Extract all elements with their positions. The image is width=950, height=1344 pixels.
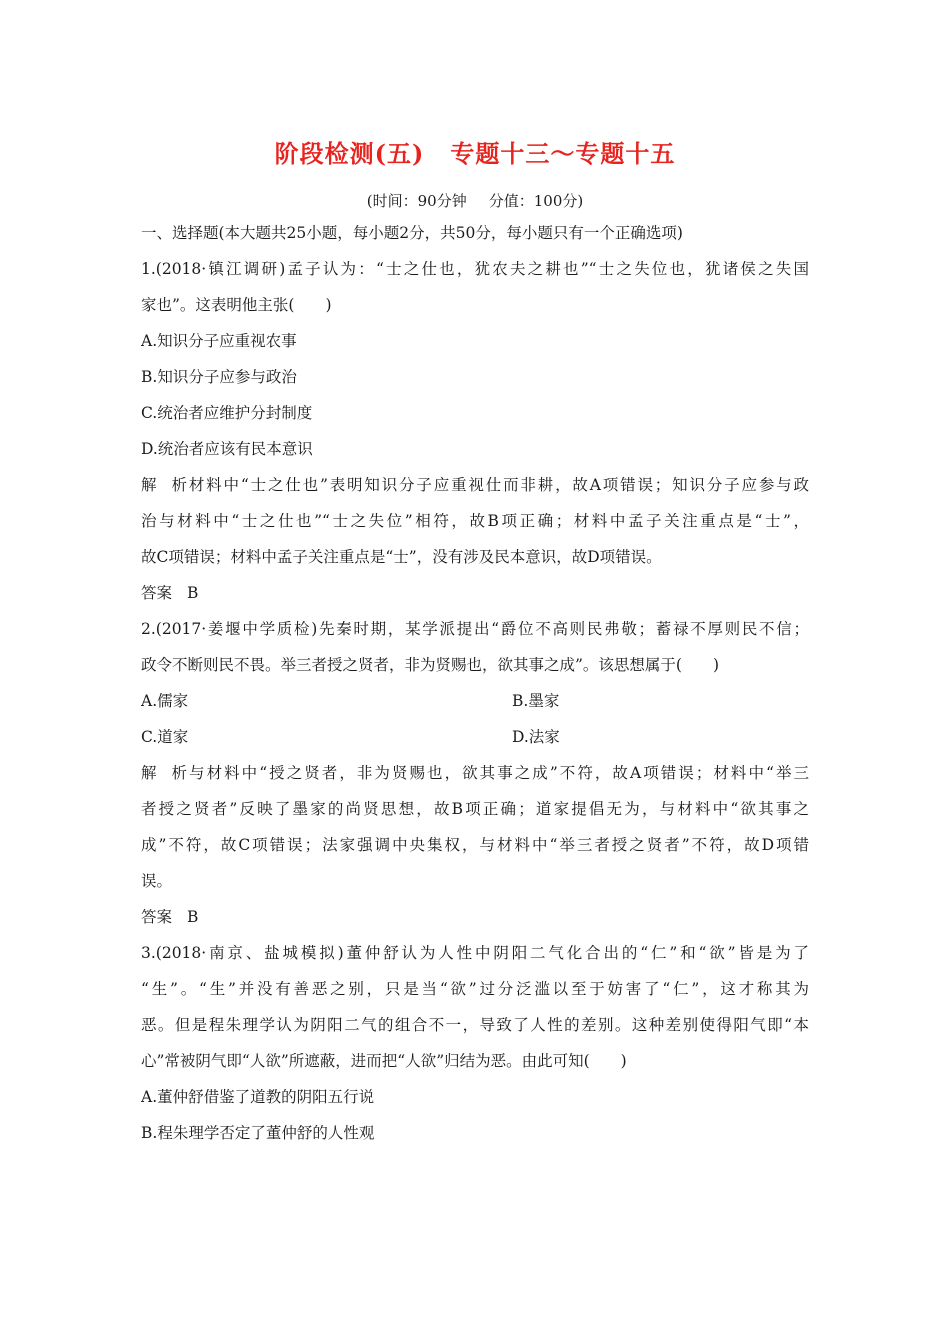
exam-time: (时间：90分钟 xyxy=(366,192,467,210)
q1-option-d: D.统治者应该有民本意识 xyxy=(141,440,313,458)
analysis-label: 解析 xyxy=(141,764,187,782)
q2-option-c: C.道家 xyxy=(141,728,189,746)
q3-stem-line-2: “生”。“生”并没有善恶之别，只是当“欲”过分泛滥以至于妨害了“仁”，这才称其为 xyxy=(141,980,809,998)
q1-analysis-text-1: 材料中“士之仕也”表明知识分子应重视仕而非耕，故A项错误；知识分子应参与政 xyxy=(187,476,809,494)
title-part-2: 专题十三～专题十五 xyxy=(450,139,676,168)
q3-stem-line-3: 恶。但是程朱理学认为阴阳二气的组合不一，导致了人性的差别。这种差别使得阳气即“本 xyxy=(141,1016,809,1034)
q1-option-c: C.统治者应维护分封制度 xyxy=(141,404,313,422)
q3-option-b: B.程朱理学否定了董仲舒的人性观 xyxy=(141,1124,375,1142)
q2-analysis-line-3: 成”不符，故C项错误；法家强调中央集权，与材料中“举三者授之贤者”不符，故D项错 xyxy=(141,836,809,854)
q2-option-a: A.儒家 xyxy=(141,692,189,710)
q2-answer xyxy=(141,906,198,928)
q3-option-a: A.董仲舒借鉴了道教的阴阳五行说 xyxy=(141,1088,375,1106)
q2-answer-value: B xyxy=(187,908,199,926)
q2-analysis-line-2: 者授之贤者”反映了墨家的尚贤思想，故B项正确；道家提倡无为，与材料中“欲其事之 xyxy=(141,800,809,818)
analysis-label: 解析 xyxy=(141,476,187,494)
answer-label: 答案 xyxy=(141,908,173,926)
q1-analysis-line-3: 故C项错误；材料中孟子关注重点是“士”，没有涉及民本意识，故D项错误。 xyxy=(141,548,662,566)
q1-option-b: B.知识分子应参与政治 xyxy=(141,368,297,386)
q1-stem-line-2: 家也”。这表明他主张( ) xyxy=(141,296,332,314)
q1-option-a: A.知识分子应重视农事 xyxy=(141,332,297,350)
q2-option-b: B.墨家 xyxy=(512,692,560,710)
q2-stem-line-1: 2.(2017·姜堰中学质检)先秦时期，某学派提出“爵位不高则民弗敬；蓄禄不厚则民不信； xyxy=(141,620,809,638)
q1-analysis-line-1 xyxy=(141,474,809,496)
q1-analysis-line-2: 治与材料中“士之仕也”“士之失位”相符，故B项正确；材料中孟子关注重点是“士”， xyxy=(141,512,809,530)
q1-stem-line-1: 1.(2018·镇江调研)孟子认为：“士之仕也，犹农夫之耕也”“士之失位也，犹诸侯之失国 xyxy=(141,260,809,278)
exam-score: 分值：100分) xyxy=(488,192,584,210)
answer-label: 答案 xyxy=(141,584,173,602)
q2-stem-line-2: 政令不断则民不畏。举三者授之贤者，非为贤赐也，欲其事之成”。该思想属于( ) xyxy=(141,656,720,674)
q3-stem-line-1: 3.(2018·南京、盐城模拟)董仲舒认为人性中阴阳二气化合出的“仁”和“欲”皆是为了 xyxy=(141,944,809,962)
title-part-1: 阶段检测(五) xyxy=(274,139,425,168)
page-title xyxy=(0,134,950,169)
exam-info xyxy=(0,190,950,211)
q2-analysis-text-1: 与材料中“授之贤者，非为贤赐也，欲其事之成”不符，故A项错误；材料中“举三 xyxy=(187,764,809,782)
section-heading: 一、选择题(本大题共25小题，每小题2分，共50分，每小题只有一个正确选项) xyxy=(141,224,683,242)
q1-answer-value: B xyxy=(187,584,199,602)
q2-analysis-line-4: 误。 xyxy=(141,872,173,890)
q2-option-d: D.法家 xyxy=(512,728,560,746)
q3-stem-line-4: 心”常被阴气即“人欲”所遮蔽，进而把“人欲”归结为恶。由此可知( ) xyxy=(141,1052,627,1070)
q2-analysis-line-1 xyxy=(141,762,809,784)
q1-answer xyxy=(141,582,198,604)
